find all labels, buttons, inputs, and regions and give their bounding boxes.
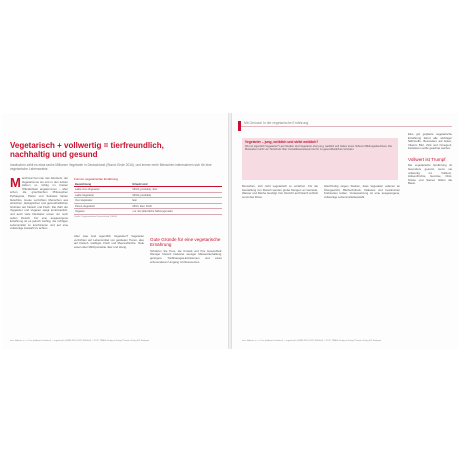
- running-header: Mit Genuss! In die vegetarische Ernährung: [244, 121, 309, 125]
- info-box: [242, 138, 398, 180]
- table-cell: Veganer: [74, 209, 132, 214]
- table-title: Formen vegetarischer Ernährung: [74, 177, 119, 181]
- left-column-1: [10, 177, 68, 231]
- table-cell: Eier: [132, 198, 223, 203]
- column-text: Gleichzeitig zeigen Studien, dass Vegetarier seltener an Übergewicht, Bluthochdruck, Diabetes und bestimmten Krebsarten leiden. Voraussetzung ist eine ausgewogene, vollwertige Lebensmittelauswahl.: [324, 184, 400, 199]
- column-text: Menschen, sich nicht vegetarisch zu ernähren. Für die Herstellung von Fleisch werden große Mengen an Getreide, Wasser und Fläche benötigt. Der Verzicht auf Fleisch schützt somit das Klima.: [242, 184, 318, 199]
- left-column-3: [150, 235, 222, 264]
- column-text: Aber was sind eigentlich Vegetarier? Vegetarier verzichten auf Lebensmittel von getöteten Tieren, also auf Fleisch, Geflügel, Fisch und Meeresfrüchte. Viele essen aber Milchprodukte, Eier und Honig.: [74, 234, 144, 249]
- table-cell: Milch, Eier, Fisch: [132, 203, 223, 208]
- diet-table-block: [74, 177, 222, 219]
- page-title: Vegetarisch + vollwertig = tierfreundlich, nachhaltig und gesund: [10, 141, 164, 159]
- column-text: Schützen Sie Tiere, die Umwelt und Ihre Gesundheit: Weniger Fleisch bedeutet weniger Massentierhaltung, geringere Treibhausgas-Emissionen und einen schonenderen Umgang mit Ressourcen.: [150, 248, 222, 264]
- page-footer: aus: Hübner, u. a., Das goldene Kochbuch – vegetarisch (ISBN 978-3-432-10400-6) © 2017 TRIAS Verlag in Georg Thieme Verlag KG Stuttgart: [242, 340, 382, 343]
- header-marker: [238, 121, 241, 131]
- table-cell: Lakto-Vegetarier: [74, 192, 132, 197]
- left-column-2: [74, 235, 144, 249]
- book-spread: [2, 113, 458, 349]
- info-box-text: Wer ist eigentlich Vegetarier? Laut Studien sind Vegetarier eher jung, weiblich und haben einen höheren Bildungsabschluss. Die Motivation reicht von Tierschutz über Umweltbewusstsein bis hin zu gesundheitlichen Gründen.: [245, 145, 393, 152]
- column-text: Die vegetarische Ernährung ist besonders gesund, wenn sie vollwertig ist: Vollkorn, Hülsenfrüchte, Gemüse, Obst, Nüsse und Samen bilden die Basis.: [408, 163, 452, 186]
- table-header: Erlaubt sind: [132, 182, 223, 187]
- diet-table: [74, 182, 222, 215]
- table-cell: nur rein pflanzliche Nahrungsmittel: [132, 209, 223, 214]
- column-text: anchmal hat man den Eindruck, der Vegetarismus sei erst in den letzten Jahren so richtig im breiten Öffentlichkeit angekommen – aber schon die griechischen Philosophen Pythagoras, Platon und Sokrates lebten fleischlos. Heute verzichten Menschen aus ethischen, ökologischen und gesundheitlichen Gründen auf Fleisch und Fisch. Die Zahl der Vegetarier und Veganer steigt kontinuierlich, und auch viele Flexitarier essen nur noch selten Fleisch. Für eine ausgewogene Ernährung ist es jedoch wichtig, die richtigen Lebensmittel zu kombinieren und auf eine vollwertige Auswahl zu achten.: [10, 176, 68, 231]
- section-heading: Vollwert ist Trumpf: [408, 156, 446, 162]
- right-column-1: [242, 185, 318, 199]
- table-cell: Milch(-produkte), Eier: [132, 187, 223, 192]
- table-row: [74, 209, 222, 214]
- table-cell: Lakto-Ovo-Vegetarier: [74, 187, 132, 192]
- page-footer: aus: Hübner, u. a., Das goldene Kochbuch – vegetarisch (ISBN 978-3-432-10400-6) © 2017 TRIAS Verlag in Georg Thieme Verlag KG Stuttgart: [10, 340, 150, 343]
- dropcap: M: [10, 175, 21, 190]
- table-note: Quelle: Vegetarierbund Deutschland (VEBU): [74, 215, 118, 218]
- right-page: [232, 113, 458, 349]
- info-box-title: Vegetarier – jung, weiblich und strikt weiblich?: [245, 140, 319, 144]
- intro-text: Inzwischen zählt es etwa sechs Millionen Vegetarier in Deutschland (Stand: Ende 2016), und immer mehr Menschen interessieren sich für eine vegetarische Lebensweise.: [10, 163, 212, 172]
- table-cell: Pesco-Vegetarier: [74, 203, 132, 208]
- right-sidebar-column: [408, 133, 452, 186]
- header-rule: [238, 126, 452, 127]
- left-page: [2, 113, 228, 349]
- column-text: Eine gut geplante vegetarische Ernährung liefert alle wichtigen Nährstoffe. Besonders auf Eisen, Vitamin B12, Zink und Omega-3-Fettsäuren sollte geachtet werden.: [408, 132, 452, 151]
- right-column-2: [324, 185, 400, 199]
- table-header: Bezeichnung: [74, 182, 132, 187]
- section-heading: Gute Gründe für eine vegetarische Ernährung: [150, 237, 221, 248]
- table-cell: Milch(-produkte): [132, 192, 223, 197]
- table-cell: Ovo-Vegetarier: [74, 198, 132, 203]
